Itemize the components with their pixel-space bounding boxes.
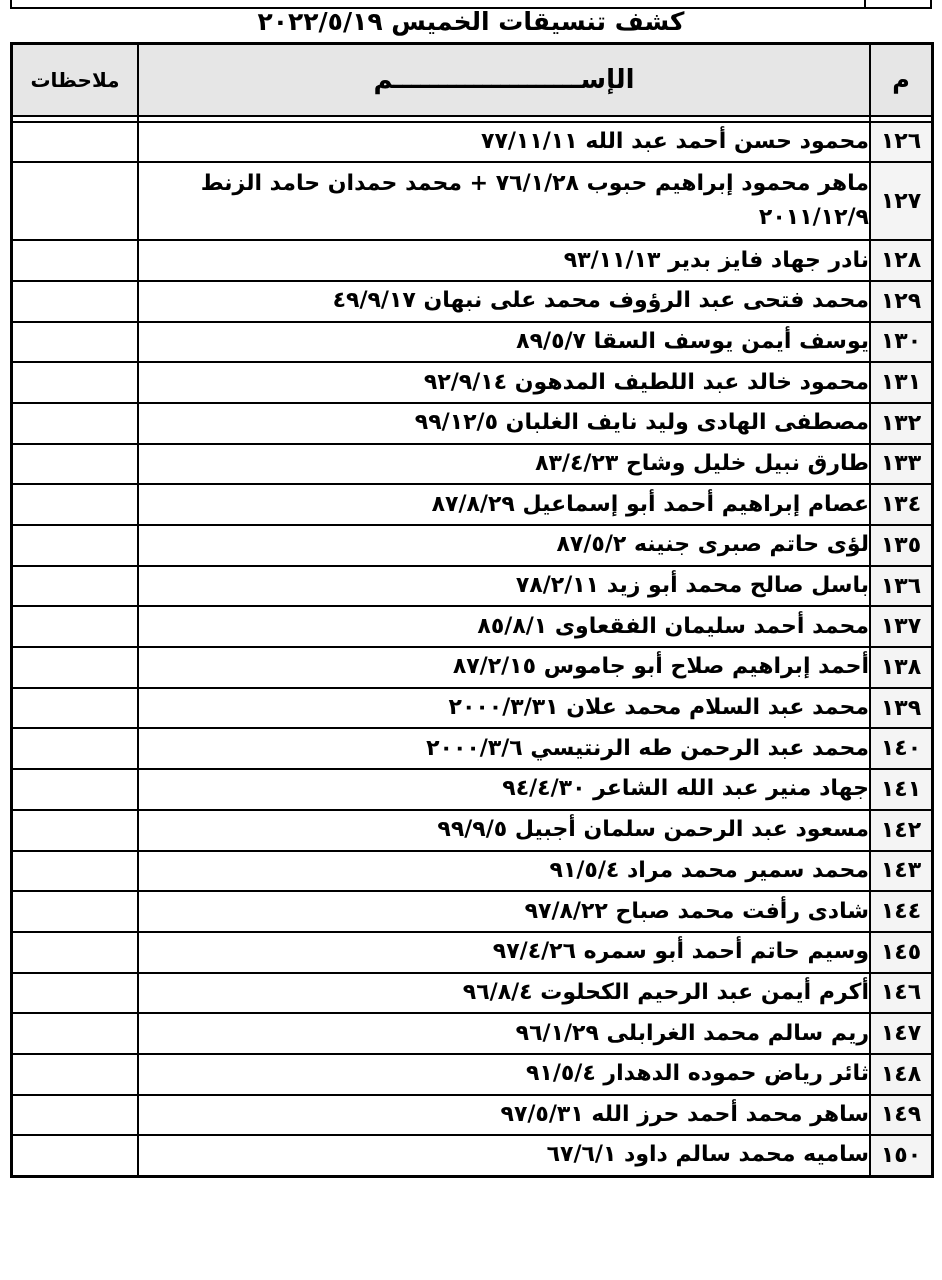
row-number: ١٣٣ — [870, 444, 933, 485]
row-name: ثائر رياض حموده الدهدار ٩١/٥/٤ — [138, 1054, 870, 1095]
row-number: ١٤٩ — [870, 1095, 933, 1136]
table-row — [12, 1095, 933, 1136]
row-number: ١٢٨ — [870, 240, 933, 281]
row-notes — [12, 851, 139, 892]
table-row — [12, 606, 933, 647]
row-notes — [12, 810, 139, 851]
row-notes — [12, 1135, 139, 1176]
row-notes — [12, 769, 139, 810]
table-row — [12, 810, 933, 851]
table-row — [12, 403, 933, 444]
row-number: ١٣٨ — [870, 647, 933, 688]
row-name: مسعود عبد الرحمن سلمان أجبيل ٩٩/٩/٥ — [138, 810, 870, 851]
row-number: ١٢٩ — [870, 281, 933, 322]
row-name: محمد فتحى عبد الرؤوف محمد على نبهان ٤٩/٩/١٧ — [138, 281, 870, 322]
row-name: أحمد إبراهيم صلاح أبو جاموس ٨٧/٢/١٥ — [138, 647, 870, 688]
row-name: عصام إبراهيم أحمد أبو إسماعيل ٨٧/٨/٢٩ — [138, 484, 870, 525]
table-row — [12, 281, 933, 322]
row-number: ١٣٤ — [870, 484, 933, 525]
row-notes — [12, 1054, 139, 1095]
table-row — [12, 973, 933, 1014]
row-notes — [12, 1013, 139, 1054]
row-name: جهاد منير عبد الله الشاعر ٩٤/٤/٣٠ — [138, 769, 870, 810]
row-name: ساهر محمد أحمد حرز الله ٩٧/٥/٣١ — [138, 1095, 870, 1136]
row-notes — [12, 688, 139, 729]
row-number: ١٤٦ — [870, 973, 933, 1014]
row-name: محمود حسن أحمد عبد الله ٧٧/١١/١١ — [138, 122, 870, 163]
row-number: ١٣٥ — [870, 525, 933, 566]
row-name: محمد سمير محمد مراد ٩١/٥/٤ — [138, 851, 870, 892]
row-name: ماهر محمود إبراهيم حبوب ٧٦/١/٢٨ + محمد حمدان حامد الزنط ٢٠١١/١٢/٩ — [138, 162, 870, 240]
row-name: ساميه محمد سالم داود ٦٧/٦/١ — [138, 1135, 870, 1176]
table-row — [12, 647, 933, 688]
table-row — [12, 566, 933, 607]
row-number: ١٣٦ — [870, 566, 933, 607]
row-notes — [12, 1095, 139, 1136]
table-row — [12, 688, 933, 729]
row-notes — [12, 484, 139, 525]
table-row — [12, 525, 933, 566]
row-notes — [12, 891, 139, 932]
table-row — [12, 362, 933, 403]
row-number: ١٤٣ — [870, 851, 933, 892]
table-row — [12, 162, 933, 240]
row-notes — [12, 362, 139, 403]
row-number: ١٣٢ — [870, 403, 933, 444]
header-name: الإســـــــــــــــــــــم — [138, 44, 870, 116]
table-row — [12, 728, 933, 769]
table-row — [12, 851, 933, 892]
table-row — [12, 484, 933, 525]
row-notes — [12, 525, 139, 566]
row-notes — [12, 444, 139, 485]
header-number: م — [870, 44, 933, 116]
row-number: ١٤١ — [870, 769, 933, 810]
row-name: محمد عبد الرحمن طه الرنتيسي ٢٠٠٠/٣/٦ — [138, 728, 870, 769]
table-row — [12, 932, 933, 973]
row-number: ١٤٢ — [870, 810, 933, 851]
row-notes — [12, 281, 139, 322]
row-name: طارق نبيل خليل وشاح ٨٣/٤/٢٣ — [138, 444, 870, 485]
row-name: شادى رأفت محمد صباح ٩٧/٨/٢٢ — [138, 891, 870, 932]
row-name: محمد عبد السلام محمد علان ٢٠٠٠/٣/٣١ — [138, 688, 870, 729]
row-number: ١٤٤ — [870, 891, 933, 932]
row-notes — [12, 606, 139, 647]
row-notes — [12, 403, 139, 444]
table-row — [12, 322, 933, 363]
row-name: مصطفى الهادى وليد نايف الغلبان ٩٩/١٢/٥ — [138, 403, 870, 444]
row-notes — [12, 122, 139, 163]
table-body — [12, 116, 933, 1177]
row-notes — [12, 162, 139, 240]
row-number: ١٢٧ — [870, 162, 933, 240]
names-table — [10, 42, 934, 1178]
row-notes — [12, 728, 139, 769]
table-row — [12, 240, 933, 281]
table-row — [12, 444, 933, 485]
table-row — [12, 769, 933, 810]
row-number: ١٣٠ — [870, 322, 933, 363]
row-name: لؤى حاتم صبرى جنينه ٨٧/٥/٢ — [138, 525, 870, 566]
row-name: يوسف أيمن يوسف السقا ٨٩/٥/٧ — [138, 322, 870, 363]
table-row — [12, 1013, 933, 1054]
row-number: ١٤٠ — [870, 728, 933, 769]
row-number: ١٤٧ — [870, 1013, 933, 1054]
row-notes — [12, 240, 139, 281]
row-notes — [12, 566, 139, 607]
row-notes — [12, 322, 139, 363]
table-header-row — [12, 44, 933, 116]
row-notes — [12, 647, 139, 688]
row-number: ١٥٠ — [870, 1135, 933, 1176]
row-name: محمود خالد عبد اللطيف المدهون ٩٢/٩/١٤ — [138, 362, 870, 403]
row-number: ١٣٧ — [870, 606, 933, 647]
row-name: باسل صالح محمد أبو زيد ٧٨/٢/١١ — [138, 566, 870, 607]
row-name: أكرم أيمن عبد الرحيم الكحلوت ٩٦/٨/٤ — [138, 973, 870, 1014]
row-notes — [12, 973, 139, 1014]
row-name: وسيم حاتم أحمد أبو سمره ٩٧/٤/٢٦ — [138, 932, 870, 973]
row-name: ريم سالم محمد الغرابلى ٩٦/١/٢٩ — [138, 1013, 870, 1054]
table-row — [12, 122, 933, 163]
row-number: ١٣١ — [870, 362, 933, 403]
table-row — [12, 1135, 933, 1176]
row-notes — [12, 932, 139, 973]
table-row — [12, 891, 933, 932]
row-number: ١٣٩ — [870, 688, 933, 729]
row-number: ١٢٦ — [870, 122, 933, 163]
row-number: ١٤٨ — [870, 1054, 933, 1095]
table-row — [12, 1054, 933, 1095]
row-name: نادر جهاد فايز بدير ٩٣/١١/١٣ — [138, 240, 870, 281]
row-name: محمد أحمد سليمان الفقعاوى ٨٥/٨/١ — [138, 606, 870, 647]
page-title: كشف تنسيقات الخميس ٢٠٢٢/٥/١٩ — [257, 7, 685, 36]
header-notes: ملاحظات — [12, 44, 139, 116]
row-number: ١٤٥ — [870, 932, 933, 973]
